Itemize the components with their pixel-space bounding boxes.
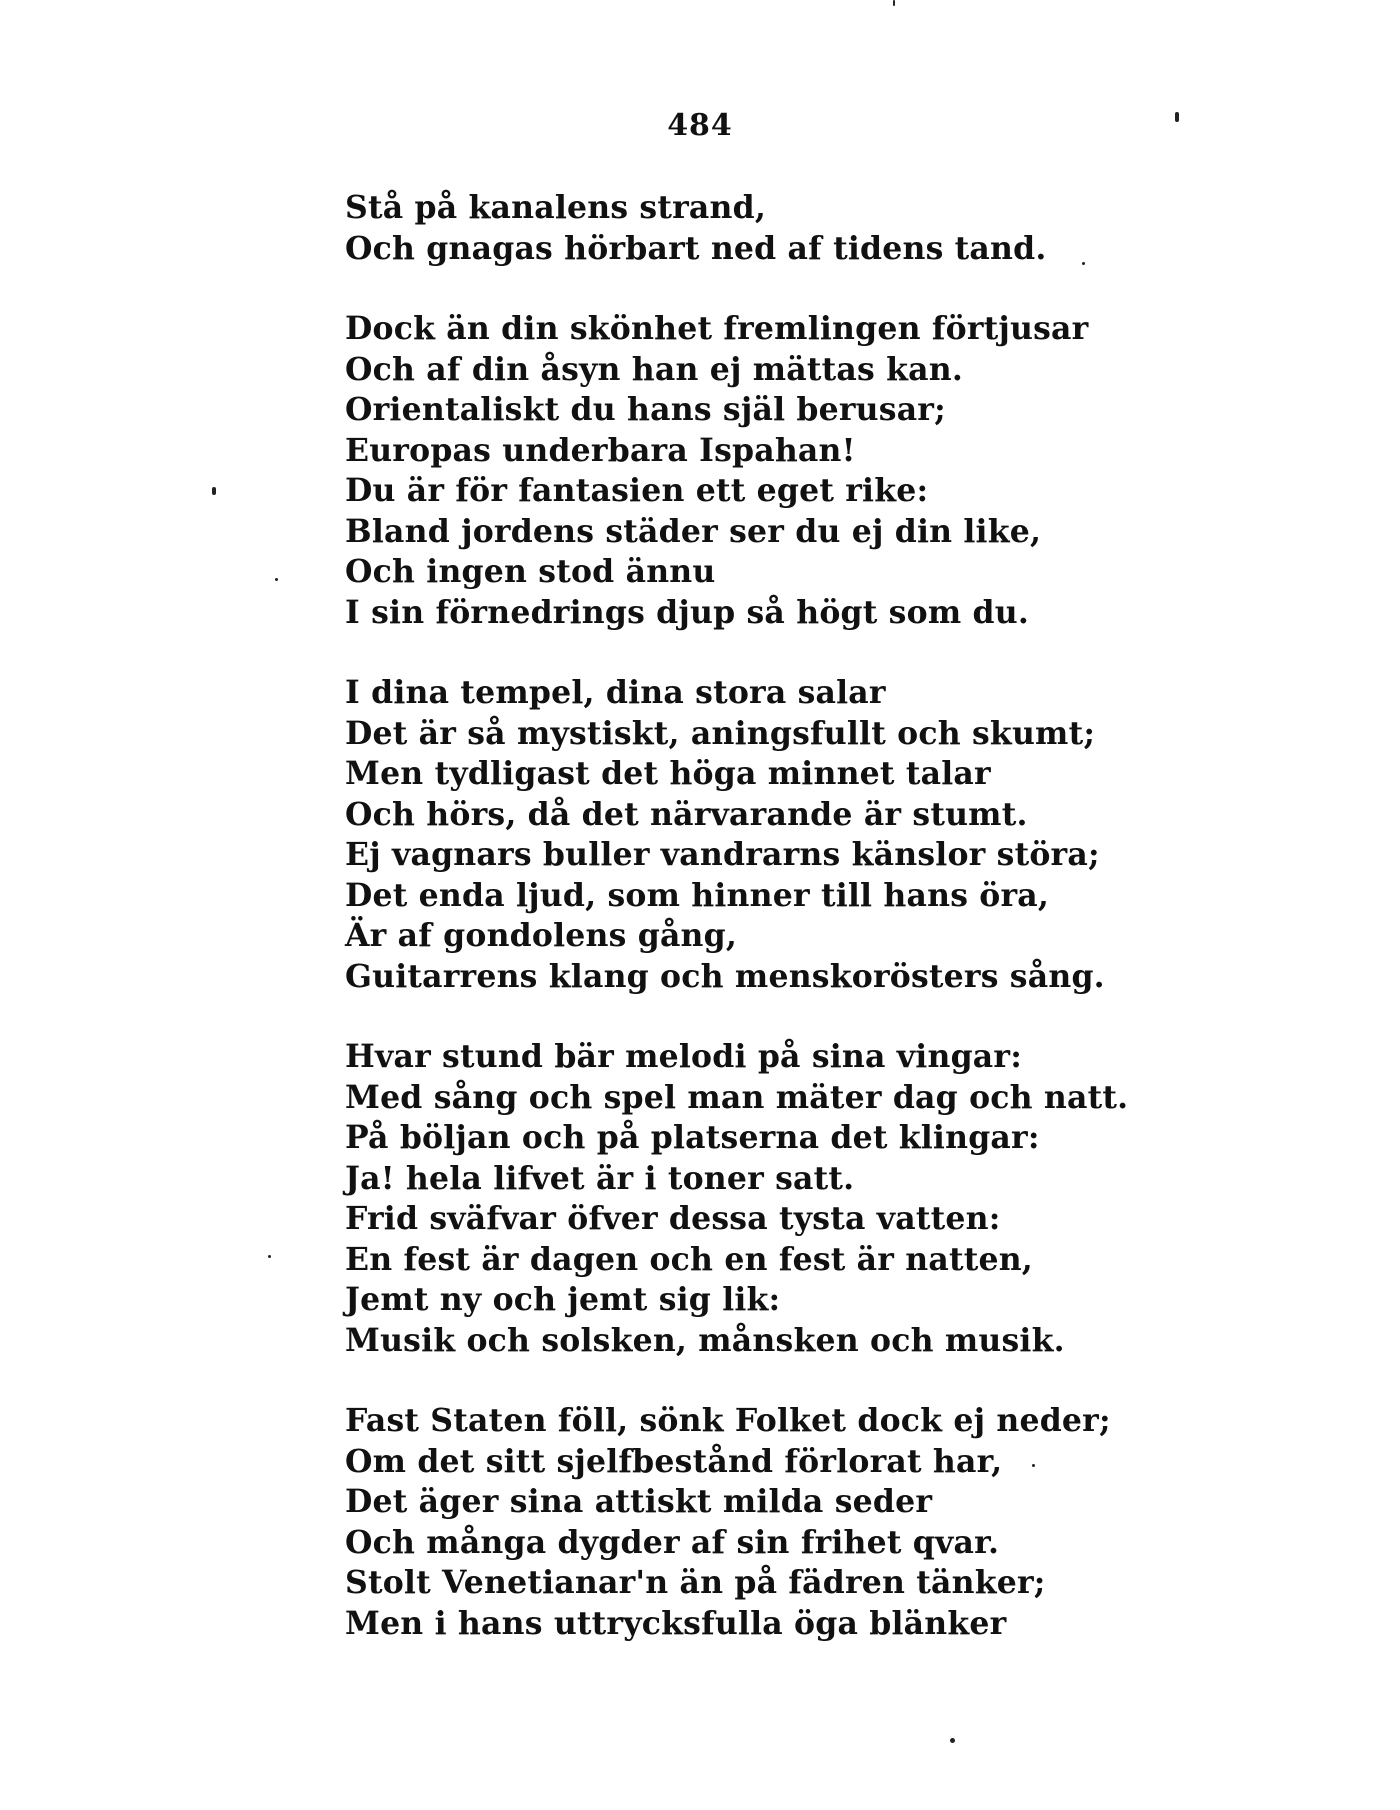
poem-line: I sin förnedrings djup så högt som du. — [345, 593, 1030, 631]
poem-line: Jemt ny och jemt sig lik: — [345, 1281, 781, 1318]
poem-line: Det enda ljud, som hinner till hans öra, — [345, 876, 1050, 914]
poem-line: Och många dygder af sin frihet qvar. — [345, 1523, 1000, 1561]
poem-line: Och ingen stod ännu — [345, 553, 716, 590]
poem-line: Med sång och spel man mäter dag och natt. — [345, 1078, 1129, 1116]
poem-line: Orientaliskt du hans själ berusar; — [345, 391, 946, 428]
poem-line: Stolt Venetianar'n än på fädren tänker; — [345, 1564, 1046, 1601]
poem-line: Frid sväfvar öfver dessa tysta vatten: — [345, 1200, 1001, 1237]
poem-line: Du är för fantasien ett eget rike: — [345, 472, 929, 509]
page-number: 484 — [667, 108, 733, 143]
stanza-3 — [345, 673, 1165, 997]
poem-line: Det är så mystiskt, aningsfullt och skumt; — [345, 714, 1096, 752]
poem-line: En fest är dagen och en fest är natten, — [345, 1240, 1033, 1278]
poem-line: Stå på kanalens strand, — [345, 189, 767, 226]
scan-speck — [268, 1255, 271, 1258]
poem-line: Bland jordens städer ser du ej din like, — [345, 512, 1042, 550]
poem-line: Och hörs, då det närvarande är stumt. — [345, 795, 1028, 833]
poem-line: Men tydligast det höga minnet talar — [345, 755, 991, 792]
poem-line: Hvar stund bär melodi på sina vingar: — [345, 1038, 1023, 1075]
poem-line: Europas underbara Ispahan! — [345, 431, 856, 469]
poem-line: Är af gondolens gång, — [345, 917, 738, 954]
poem-line: Och af din åsyn han ej mättas kan. — [345, 350, 964, 388]
scan-speck — [893, 0, 895, 6]
poem-line: På böljan och på platserna det klingar: — [345, 1119, 1040, 1156]
scan-speck — [1175, 112, 1179, 122]
poem-line: Musik och solsken, månsken och musik. — [345, 1321, 1065, 1359]
poem-line: Ja! hela lifvet är i toner satt. — [345, 1159, 855, 1197]
poem-line: Men i hans uttrycksfulla öga blänker — [345, 1604, 1007, 1642]
scan-speck — [1032, 1464, 1035, 1467]
stanza-4 — [345, 1037, 1165, 1361]
poem-line: Det äger sina attiskt milda seder — [345, 1483, 933, 1520]
poem-line: Om det sitt sjelfbestånd förlorat har, — [345, 1442, 1003, 1480]
stanza-5 — [345, 1401, 1165, 1644]
poem-text — [345, 188, 1165, 1684]
poem-line: Dock än din skönhet fremlingen förtjusar — [345, 310, 1089, 347]
scan-speck — [950, 1738, 955, 1743]
poem-line: Ej vagnars buller vandrarns känslor störa; — [345, 836, 1100, 873]
scan-speck — [1082, 262, 1085, 265]
poem-line: Och gnagas hörbart ned af tidens tand. — [345, 229, 1047, 267]
stanza-1 — [345, 188, 1165, 269]
poem-line: Fast Staten föll, sönk Folket dock ej neder; — [345, 1402, 1111, 1439]
poem-line: Guitarrens klang och menskorösters sång. — [345, 957, 1105, 995]
scan-speck — [212, 487, 216, 495]
stanza-2 — [345, 309, 1165, 633]
poem-line: I dina tempel, dina stora salar — [345, 674, 886, 711]
scan-speck — [275, 578, 278, 581]
